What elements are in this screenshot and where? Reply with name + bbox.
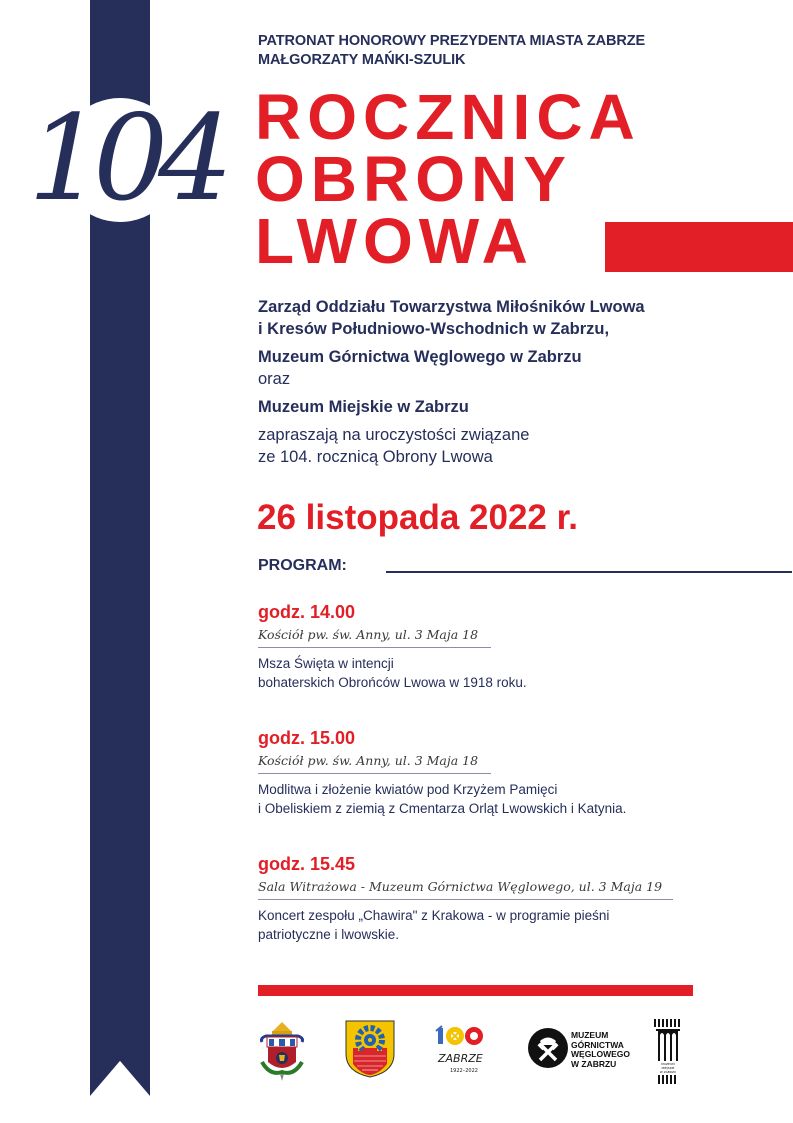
program-item [258,853,738,944]
mining-museum-logo-text: MUZEUM GÓRNICTWA WĘGLOWEGO W ZABRZU [571,1030,631,1069]
svg-text:W ZABRZU: W ZABRZU [659,1070,677,1074]
zabrze-100-logo-icon [434,1022,490,1078]
organizer-3: Muzeum Miejskie w Zabrzu [258,398,469,416]
program-item-desc-line-1: Koncert zespołu „Chawira" z Krakowa - w programie pieśni [258,908,610,923]
invitation-line-2: ze 104. rocznicą Obrony Lwowa [258,448,493,466]
program-item-time: godz. 14.00 [258,602,356,622]
title-line-2: OBRONY [255,143,572,215]
zabrze-coat-of-arms-icon [345,1020,395,1078]
program-item-divider [258,647,491,648]
program-item-desc-line-2: patriotyczne i lwowskie. [258,927,400,942]
organizers [258,296,778,468]
bottom-red-bar [258,985,693,996]
city-museum-logo-icon [652,1017,684,1085]
program-item-desc-line-1: Msza Święta w intencji [258,656,394,671]
event-date: 26 listopada 2022 r. [257,498,579,537]
invitation-line-1: zapraszają na uroczystości związane [258,426,530,444]
title-line-1: ROCZNICA [255,81,641,153]
program-item-place: Kościół pw. św. Anny, ul. 3 Maja 18 [258,753,479,768]
program-heading: PROGRAM: [258,557,347,574]
organizer-1-line-2: i Kresów Południowo-Wschodnich w Zabrzu, [258,320,610,338]
program-item-place: Kościół pw. św. Anny, ul. 3 Maja 18 [258,627,479,642]
program-item-divider [258,899,673,900]
program-item-desc-line-1: Modlitwa i złożenie kwiatów pod Krzyżem Pamięci [258,782,558,797]
lwow-coat-of-arms-icon [258,1020,306,1082]
svg-text:ZABRZE: ZABRZE [438,1052,483,1065]
program-item-time: godz. 15.00 [258,728,356,748]
organizer-1-line-1: Zarząd Oddziału Towarzystwa Miłośników Lwowa [258,298,645,316]
program-item-time: godz. 15.45 [258,854,356,874]
main-title [255,81,641,277]
organizer-2: Muzeum Górnictwa Węglowego w Zabrzu [258,348,582,366]
patronage-line-1: PATRONAT HONOROWY PREZYDENTA MIASTA ZABRZE [258,33,646,49]
program-item-divider [258,773,491,774]
patronage-header [258,32,645,70]
program-item [258,727,738,818]
svg-text:1922–2022: 1922–2022 [450,1068,478,1074]
program-item-desc-line-2: i Obeliskiem z ziemią z Cmentarza Orląt Lwowskich i Katynia. [258,801,627,816]
mining-museum-logo-icon [528,1026,631,1072]
svg-text:MIEJSKIE: MIEJSKIE [661,1066,675,1070]
program-item-place: Sala Witrażowa - Muzeum Górnictwa Węglowego, ul. 3 Maja 19 [258,879,663,894]
svg-text:MUZEUM: MUZEUM [661,1062,675,1066]
anniversary-number: 104 [28,89,224,227]
program-item-desc-line-2: bohaterskich Obrońców Lwowa w 1918 roku. [258,675,527,690]
patronage-line-2: MAŁGORZATY MAŃKI-SZULIK [258,52,466,68]
red-accent-block [605,222,793,272]
conjunction: oraz [258,370,291,388]
title-line-3: LWOWA [255,205,534,277]
program-item [258,601,738,692]
program-divider [386,571,792,573]
